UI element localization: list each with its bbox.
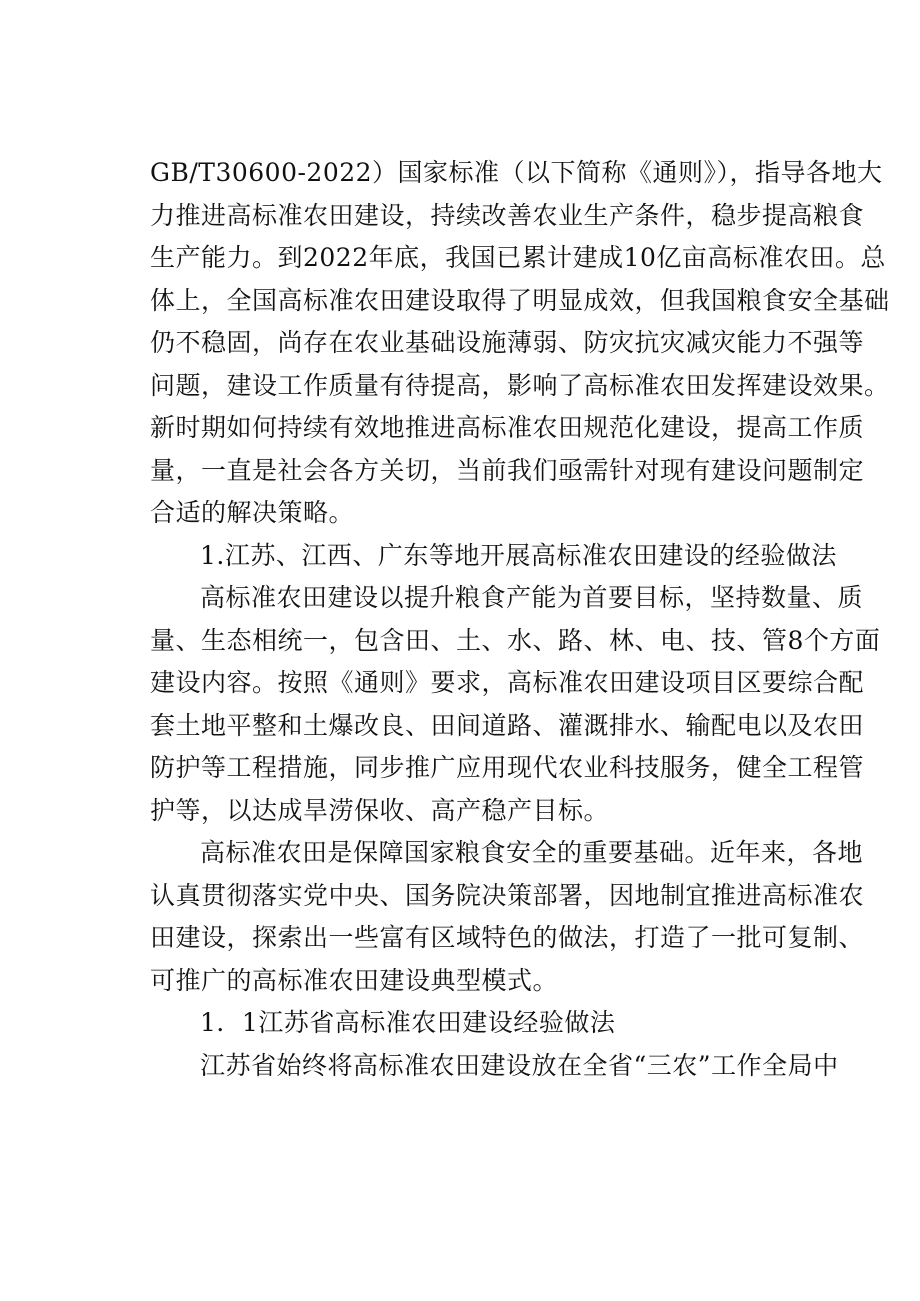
text-line: 建设内容。按照《通则》要求，高标准农田建设项目区要综合配 [150, 668, 865, 697]
section-heading-1-1 [150, 1002, 800, 1045]
text-line: 防护等工程措施，同步推广应用现代农业科技服务，健全工程管 [150, 753, 865, 782]
heading-text: 1．1江苏省高标准农田建设经验做法 [200, 1008, 616, 1037]
text-line: 生产能力。到2022年底，我国已累计建成10亿亩高标准农田。总 [150, 243, 886, 272]
text-line: 认真贯彻落实党中央、国务院决策部署，因地制宜推进高标准农 [150, 880, 865, 910]
section-heading-1 [150, 535, 837, 578]
text-line: 可推广的高标准农田建设典型模式。 [150, 965, 559, 995]
text-line: 江苏省始终将高标准农田建设放在全省“三农”工作全局中 [200, 1050, 839, 1080]
paragraph-jiangsu [150, 1045, 839, 1088]
paragraph-intro [150, 152, 890, 535]
document-body [150, 152, 890, 1087]
text-line: 高标准农田建设以提升粮食产能为首要目标，坚持数量、质 [200, 583, 864, 612]
text-line: 力推进高标准农田建设，持续改善农业生产条件，稳步提高粮食 [150, 200, 865, 230]
text-line: 体上，全国高标准农田建设取得了明显成效，但我国粮食安全基础 [150, 285, 890, 315]
text-line: 合适的解决策略。 [150, 498, 355, 527]
text-line: 仍不稳固，尚存在农业基础设施薄弱、防灾抗灾减灾能力不强等 [150, 328, 865, 357]
text-line: 问题，建设工作质量有待提高，影响了高标准农田发挥建设效果。 [150, 370, 890, 400]
paragraph-construction-content [150, 577, 881, 832]
text-line: GB/T30600-2022）国家标准（以下简称《通则》），指导各地大 [150, 158, 883, 187]
paragraph-food-security [150, 832, 865, 1002]
text-line: 量、生态相统一，包含田、土、水、路、林、电、技、管8个方面 [150, 625, 881, 655]
text-line: 高标准农田是保障国家粮食安全的重要基础。近年来，各地 [200, 838, 864, 867]
heading-text: 1.江苏、江西、广东等地开展高标准农田建设的经验做法 [200, 540, 837, 570]
text-line: 田建设，探索出一些富有区域特色的做法，打造了一批可复制、 [150, 923, 865, 952]
text-line: 套土地平整和土爆改良、田间道路、灌溉排水、输配电以及农田 [150, 710, 865, 740]
text-line: 护等，以达成旱涝保收、高产稳产目标。 [150, 795, 610, 825]
text-line: 量，一直是社会各方关切，当前我们亟需针对现有建设问题制定 [150, 455, 865, 485]
text-line: 新时期如何持续有效地推进高标准农田规范化建设，提高工作质 [150, 413, 865, 442]
